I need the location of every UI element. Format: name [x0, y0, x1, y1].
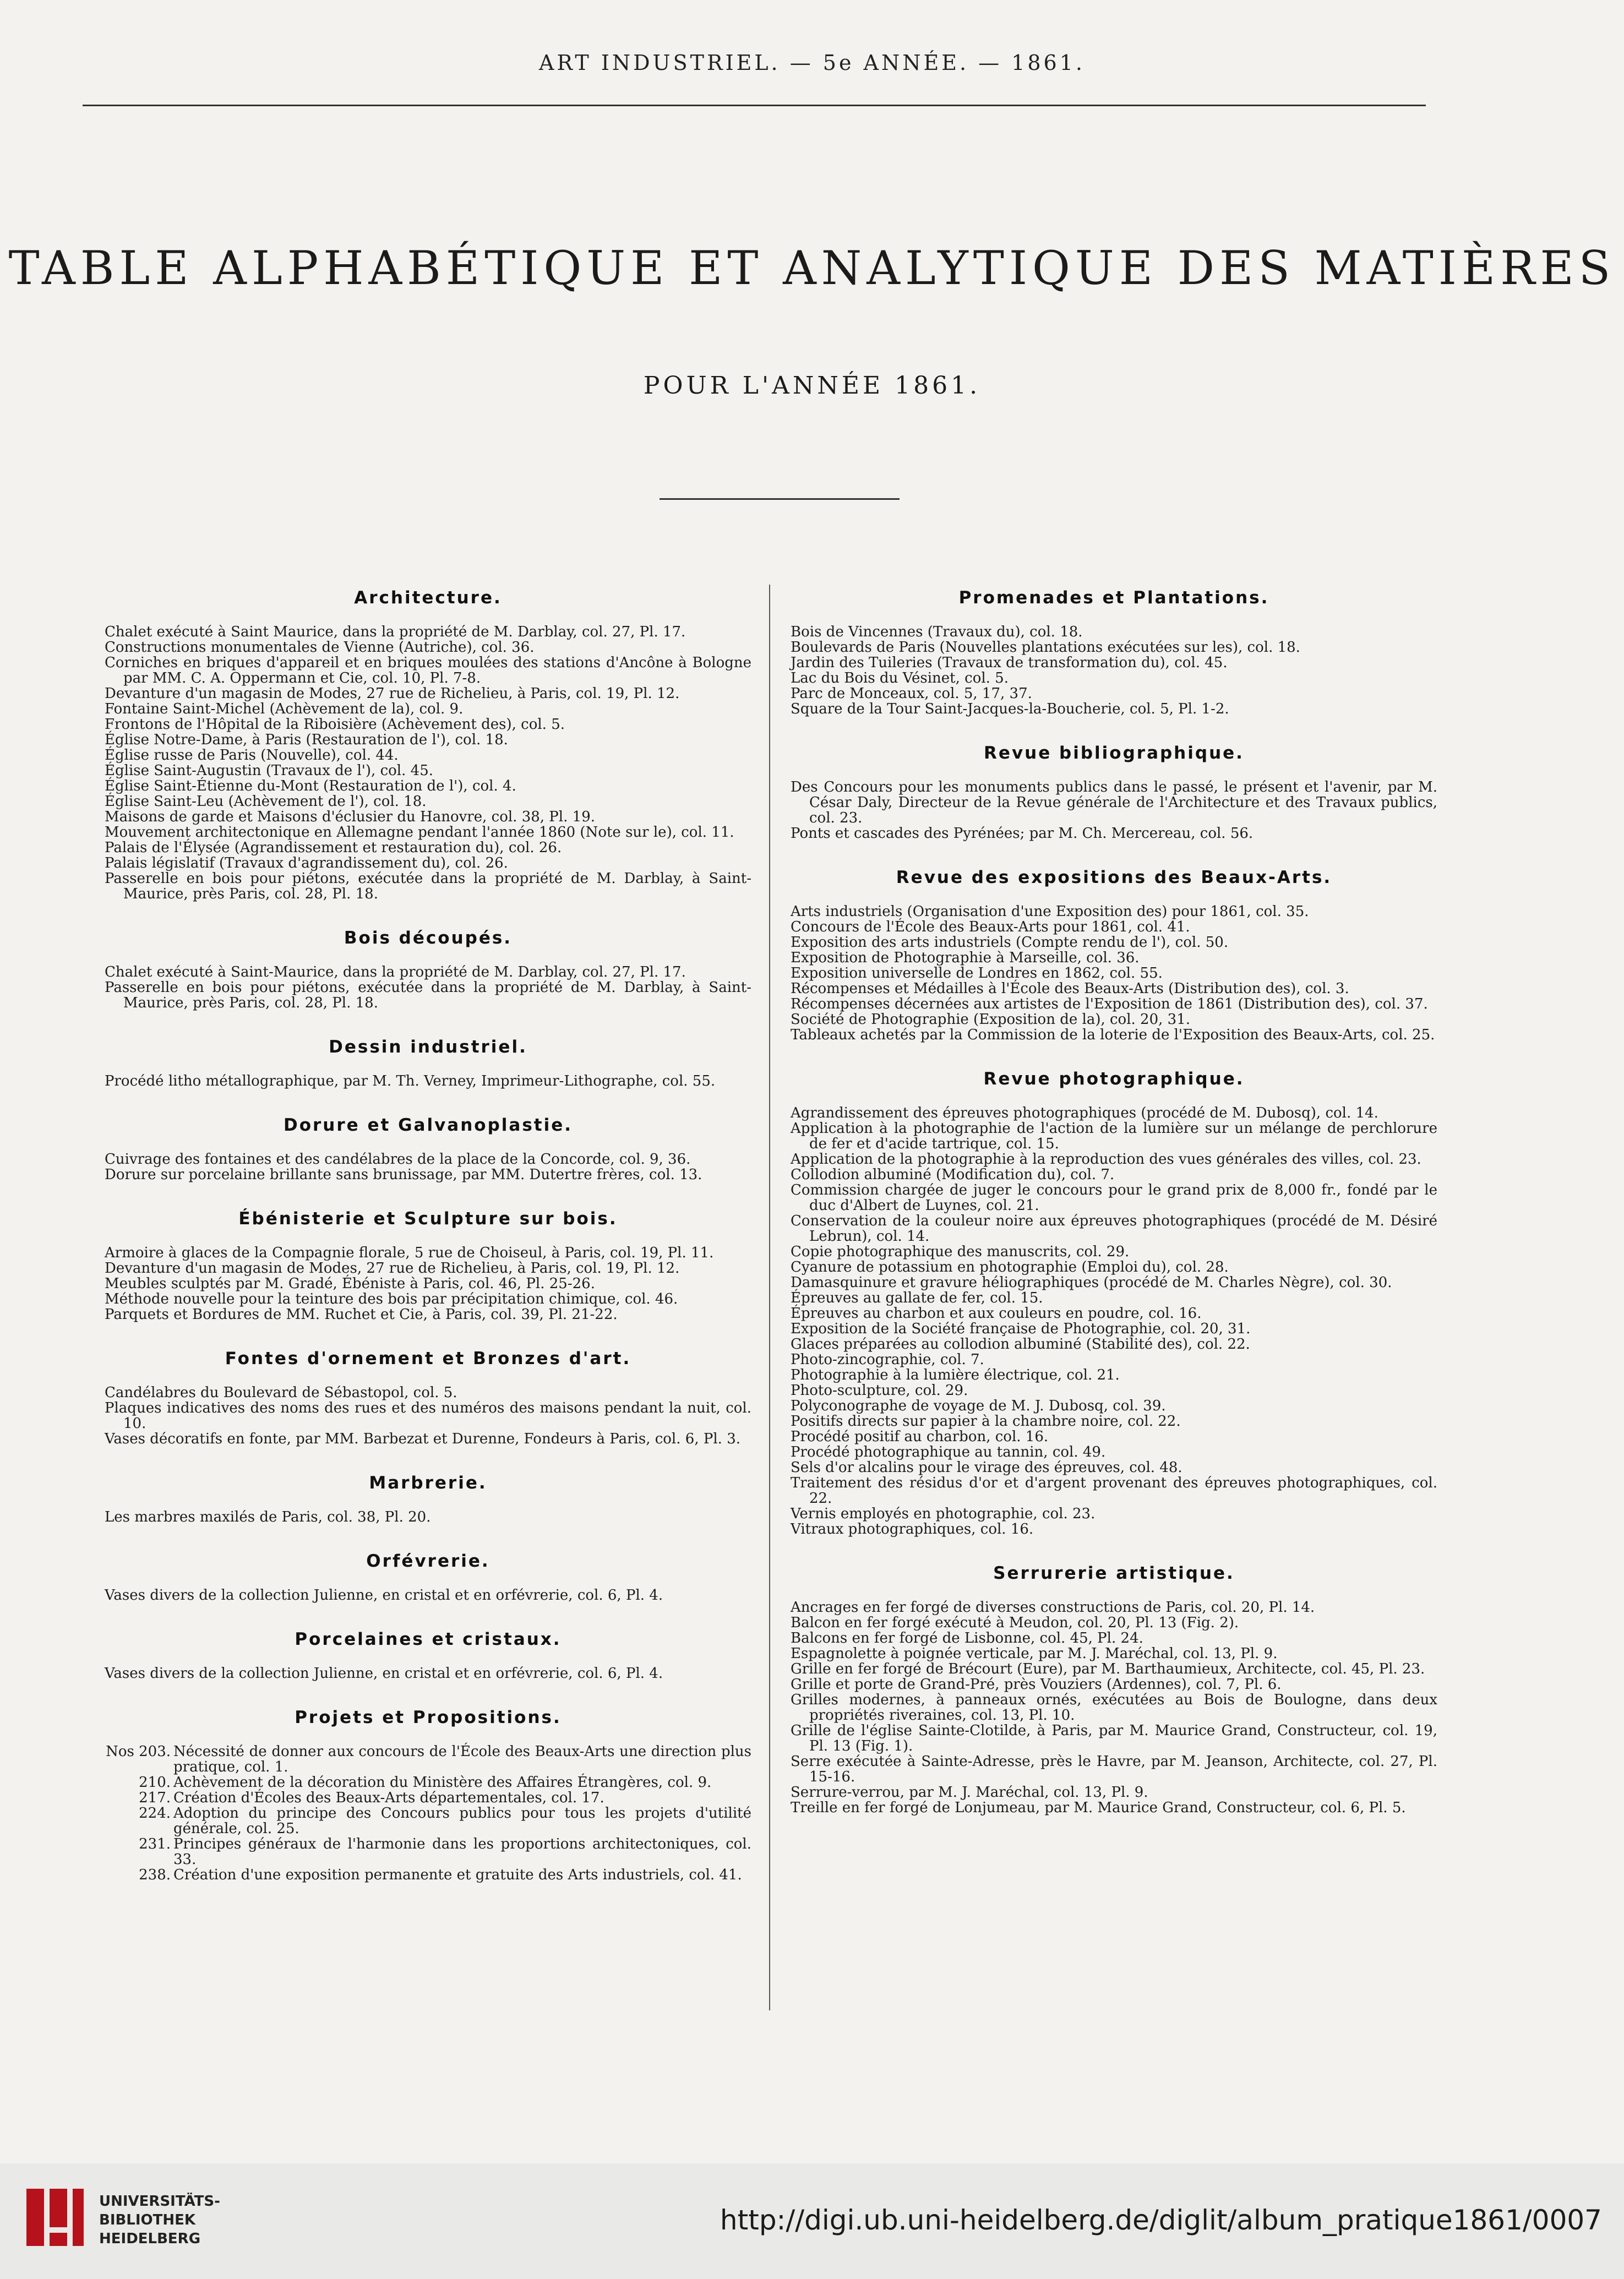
index-entry: Vases divers de la collection Julienne, en cristal et en orfévrerie, col. 6, Pl. 4.	[105, 1665, 663, 1682]
entry-number: 231.	[139, 1836, 171, 1852]
index-entry: Treille en fer forgé de Lonjumeau, par M. Maurice Grand, Constructeur, col. 6, Pl. 5.	[791, 1800, 1406, 1816]
library-name-line: HEIDELBERG	[99, 2231, 201, 2247]
index-entry: Agrandissement des épreuves photographiques (procédé de M. Dubosq), col. 14.	[791, 1105, 1378, 1121]
index-entry: Corniches en briques d'appareil et en briques moulées des stations d'Ancône à Bologne par MM. C. A. Oppermann et Cie, col. 10, Pl. 7-8.	[105, 655, 751, 686]
section-spacer	[105, 1603, 751, 1629]
index-entry: Concours de l'École des Beaux-Arts pour 1861, col. 41.	[791, 919, 1190, 935]
section-title: Promenades et Plantations.	[958, 588, 1269, 608]
left-column	[105, 588, 751, 1883]
index-entry: Jardin des Tuileries (Travaux de transformation du), col. 45.	[791, 655, 1228, 671]
index-entry: Société de Photographie (Exposition de la), col. 20, 31.	[791, 1011, 1191, 1028]
index-entry: Méthode nouvelle pour la teinture des bois par précipitation chimique, col. 46.	[105, 1291, 678, 1307]
index-entry: Copie photographique des manuscrits, col. 29.	[791, 1244, 1130, 1260]
header-rule	[83, 105, 1426, 106]
entry-text: Création d'Écoles des Beaux-Arts départementales, col. 17.	[173, 1790, 604, 1806]
section-spacer	[105, 1011, 751, 1037]
index-entry: Positifs directs sur papier à la chambre noire, col. 22.	[791, 1413, 1181, 1430]
section-spacer	[105, 1447, 751, 1473]
index-entry: Ponts et cascades des Pyrénées; par M. Ch. Mercereau, col. 56.	[791, 825, 1254, 842]
index-entry: Les marbres maxilés de Paris, col. 38, Pl. 20.	[105, 1509, 431, 1525]
index-entry: Vernis employés en photographie, col. 23.	[791, 1506, 1096, 1522]
index-entry: Procédé positif au charbon, col. 16.	[791, 1429, 1049, 1445]
index-entry: Balcons en fer forgé de Lisbonne, col. 45, Pl. 24.	[791, 1630, 1143, 1646]
index-entry: Lac du Bois du Vésinet, col. 5.	[791, 670, 1009, 686]
section-spacer	[105, 1525, 751, 1551]
section-spacer	[105, 1089, 751, 1115]
index-entry: Église Saint-Augustin (Travaux de l'), col. 45.	[105, 762, 433, 779]
index-entry: Square de la Tour Saint-Jacques-la-Boucherie, col. 5, Pl. 1-2.	[791, 701, 1229, 717]
index-entry: Candélabres du Boulevard de Sébastopol, col. 5.	[105, 1384, 457, 1401]
page-title: TABLE ALPHABÉTIQUE ET ANALYTIQUE DES MATIÈRES	[8, 241, 1616, 295]
index-entry: Boulevards de Paris (Nouvelles plantations exécutées sur les), col. 18.	[791, 639, 1300, 656]
index-entry: Armoire à glaces de la Compagnie florale, 5 rue de Choiseul, à Paris, col. 19, Pl. 11.	[105, 1245, 714, 1261]
section-spacer	[105, 1182, 751, 1209]
section-spacer	[105, 1322, 751, 1349]
entry-text: Création d'une exposition permanente et gratuite des Arts industriels, col. 41.	[173, 1867, 742, 1883]
entry-text: Nécessité de donner aux concours de l'École des Beaux-Arts une direction plus pratique, col. 1.	[173, 1743, 751, 1775]
index-entry: Passerelle en bois pour piétons, exécutée dans la propriété de M. Darblay, à Saint-Maurice, près Paris, col. 28, Pl. 18.	[105, 870, 751, 902]
index-entry: Grilles modernes, à panneaux ornés, exécutées au Bois de Boulogne, dans deux propriétés riveraines, col. 13, Pl. 10.	[791, 1692, 1437, 1724]
index-entry: Fontaine Saint-Michel (Achèvement de la), col. 9.	[105, 701, 464, 717]
index-entry: Traitement des résidus d'or et d'argent provenant des épreuves photographiques, col. 22.	[791, 1475, 1437, 1507]
index-entry: Récompenses et Médailles à l'École des Beaux-Arts (Distribution des), col. 3.	[791, 980, 1349, 997]
index-entry: Exposition de la Société française de Photographie, col. 20, 31.	[791, 1321, 1251, 1337]
section-title: Architecture.	[354, 588, 502, 608]
index-entry: Application de la photographie à la reproduction des vues générales des villes, col. 23.	[791, 1151, 1421, 1168]
index-entry: Exposition universelle de Londres en 1862, col. 55.	[791, 965, 1163, 982]
index-entry: Plaques indicatives des noms des rues et des numéros des maisons pendant la nuit, col. 10.	[105, 1400, 751, 1432]
index-entry: Cuivrage des fontaines et des candélabres de la place de la Concorde, col. 9, 36.	[105, 1151, 691, 1168]
index-entry: Devanture d'un magasin de Modes, 27 rue de Richelieu, à Paris, col. 19, Pl. 12.	[105, 685, 680, 702]
section-title: Bois découpés.	[344, 928, 513, 948]
index-entry: Procédé litho métallographique, par M. Th. Verney, Imprimeur-Lithographe, col. 55.	[105, 1073, 716, 1089]
index-entry: Photo-sculpture, col. 29.	[791, 1382, 968, 1399]
index-entry: Palais législatif (Travaux d'agrandissement du), col. 26.	[105, 855, 508, 871]
index-entry: Mouvement architectonique en Allemagne pendant l'année 1860 (Note sur le), col. 11.	[105, 824, 734, 841]
index-entry: Dorure sur porcelaine brillante sans brunissage, par MM. Dutertre frères, col. 13.	[105, 1166, 702, 1183]
entry-text: Principes généraux de l'harmonie dans les proportions architectoniques, col. 33.	[173, 1836, 751, 1868]
section-spacer	[791, 717, 1437, 743]
entry-number: Nos 203.	[106, 1743, 171, 1760]
index-entry: Église Notre-Dame, à Paris (Restauration de l'), col. 18.	[105, 732, 508, 748]
numbered-entry	[105, 1775, 751, 1790]
index-entry: Grille de l'église Sainte-Clotilde, à Paris, par M. Maurice Grand, Constructeur, col. 19, Pl. 13 (Fig. 1).	[791, 1722, 1437, 1754]
source-url-link[interactable]: http://digi.ub.uni-heidelberg.de/diglit/album_pratique1861/0007	[720, 2204, 1602, 2236]
section-title: Marbrerie.	[369, 1473, 487, 1493]
numbered-entry	[105, 1744, 751, 1775]
index-entry: Conservation de la couleur noire aux épreuves photographiques (procédé de M. Désiré Lebrun), col. 14.	[791, 1213, 1437, 1245]
section-title: Fontes d'ornement et Bronzes d'art.	[225, 1349, 631, 1369]
index-entry: Balcon en fer forgé exécuté à Meudon, col. 20, Pl. 13 (Fig. 2).	[791, 1615, 1239, 1631]
entry-number: 217.	[139, 1790, 171, 1806]
index-entry: Polyconographe de voyage de M. J. Dubosq, col. 39.	[791, 1398, 1166, 1414]
index-entry: Meubles sculptés par M. Gradé, Ébéniste à Paris, col. 46, Pl. 25-26.	[105, 1275, 595, 1292]
index-entry: Chalet exécuté à Saint Maurice, dans la propriété de M. Darblay, col. 27, Pl. 17.	[105, 624, 686, 640]
section-spacer	[105, 902, 751, 928]
entry-text: Adoption du principe des Concours publics pour tous les projets d'utilité générale, col. 25.	[173, 1805, 751, 1837]
index-entry: Serre exécutée à Sainte-Adresse, près le Havre, par M. Jeanson, Architecte, col. 27, Pl. 15-16.	[791, 1753, 1437, 1785]
section-title: Orfévrerie.	[366, 1551, 490, 1571]
title-rule	[660, 498, 900, 500]
section-title: Projets et Propositions.	[295, 1708, 562, 1727]
section-spacer	[105, 1681, 751, 1708]
library-logo-icon	[22, 2184, 88, 2250]
index-entry: Épreuves au charbon et aux couleurs en poudre, col. 16.	[791, 1305, 1202, 1322]
index-entry: Épreuves au gallate de fer, col. 15.	[791, 1290, 1043, 1306]
index-entry: Espagnolette à poignée verticale, par M. J. Maréchal, col. 13, Pl. 9.	[791, 1645, 1278, 1662]
section-title: Revue des expositions des Beaux-Arts.	[896, 868, 1332, 887]
index-entry: Bois de Vincennes (Travaux du), col. 18.	[791, 624, 1083, 640]
index-entry: Tableaux achetés par la Commission de la loterie de l'Exposition des Beaux-Arts, col. 25.	[791, 1027, 1435, 1043]
index-entry: Ancrages en fer forgé de diverses constructions de Paris, col. 20, Pl. 14.	[791, 1599, 1315, 1616]
index-entry: Constructions monumentales de Vienne (Autriche), col. 36.	[105, 639, 535, 656]
index-entry: Collodion albuminé (Modification du), col. 7.	[791, 1166, 1115, 1183]
index-entry: Maisons de garde et Maisons d'éclusier du Hanovre, col. 38, Pl. 19.	[105, 809, 595, 825]
index-entry: Exposition des arts industriels (Compte rendu de l'), col. 50.	[791, 934, 1229, 951]
index-entry: Grille en fer forgé de Brécourt (Eure), par M. Barthaumieux, Architecte, col. 45, Pl. 23.	[791, 1661, 1425, 1677]
index-entry: Photo-zincographie, col. 7.	[791, 1351, 984, 1368]
numbered-entry	[105, 1790, 751, 1806]
index-entry: Glaces préparées au collodion albuminé (Stabilité des), col. 22.	[791, 1336, 1250, 1353]
library-name-line: BIBLIOTHEK	[99, 2212, 196, 2228]
index-entry: Sels d'or alcalins pour le virage des épreuves, col. 48.	[791, 1459, 1182, 1476]
section-spacer	[791, 1537, 1437, 1563]
section-title: Porcelaines et cristaux.	[295, 1629, 562, 1649]
index-entry: Église Saint-Étienne du-Mont (Restauration de l'), col. 4.	[105, 778, 516, 794]
index-entry: Vitraux photographiques, col. 16.	[791, 1521, 1034, 1537]
index-entry: Vases décoratifs en fonte, par MM. Barbezat et Durenne, Fondeurs à Paris, col. 6, Pl. 3.	[105, 1431, 740, 1447]
index-entry: Récompenses décernées aux artistes de l'Exposition de 1861 (Distribution des), col. 37.	[791, 996, 1428, 1012]
section-spacer	[791, 1043, 1437, 1069]
index-entry: Parc de Monceaux, col. 5, 17, 37.	[791, 685, 1032, 702]
index-entry: Procédé photographique au tannin, col. 49.	[791, 1444, 1106, 1460]
section-spacer	[791, 841, 1437, 868]
section-title: Revue bibliographique.	[984, 743, 1244, 763]
running-head: ART INDUSTRIEL. — 5e ANNÉE. — 1861.	[539, 51, 1085, 75]
index-entry: Des Concours pour les monuments publics dans le passé, le présent et l'avenir, par M. César Daly, Directeur de la Revue générale de l'Architecture et des Travaux publics, col. 23.	[791, 779, 1437, 826]
numbered-entry	[105, 1867, 751, 1883]
library-name-line: UNIVERSITÄTS-	[99, 2193, 220, 2210]
section-title: Ébénisterie et Sculpture sur bois.	[238, 1209, 618, 1229]
library-name	[99, 2192, 220, 2248]
index-entry: Parquets et Bordures de MM. Ruchet et Cie, à Paris, col. 39, Pl. 21-22.	[105, 1306, 618, 1323]
index-entry: Chalet exécuté à Saint-Maurice, dans la propriété de M. Darblay, col. 27, Pl. 17.	[105, 964, 686, 980]
section-title: Serrurerie artistique.	[993, 1563, 1235, 1583]
index-entry: Cyanure de potassium en photographie (Emploi du), col. 28.	[791, 1259, 1229, 1275]
entry-number: 224.	[139, 1805, 171, 1822]
footer-bar	[0, 2163, 1624, 2279]
page-subtitle: POUR L'ANNÉE 1861.	[643, 372, 981, 400]
index-entry: Église russe de Paris (Nouvelle), col. 44.	[105, 747, 399, 764]
numbered-entry	[105, 1806, 751, 1836]
index-entry: Église Saint-Leu (Achèvement de l'), col. 18.	[105, 793, 427, 810]
index-entry: Frontons de l'Hôpital de la Riboisière (Achèvement des), col. 5.	[105, 716, 565, 733]
entry-text: Achèvement de la décoration du Ministère des Affaires Étrangères, col. 9.	[173, 1774, 712, 1791]
index-entry: Commission chargée de juger le concours pour le grand prix de 8,000 fr., fondé par le duc d'Albert de Luynes, col. 21.	[791, 1182, 1437, 1214]
section-title: Revue photographique.	[983, 1069, 1245, 1089]
index-entry: Passerelle en bois pour piétons, exécutée dans la propriété de M. Darblay, à Saint-Maurice, près Paris, col. 28, Pl. 18.	[105, 979, 751, 1011]
index-entry: Vases divers de la collection Julienne, en cristal et en orfévrerie, col. 6, Pl. 4.	[105, 1587, 663, 1604]
index-entry: Grille et porte de Grand-Pré, près Vouziers (Ardennes), col. 7, Pl. 6.	[791, 1676, 1282, 1693]
index-entry: Arts industriels (Organisation d'une Exposition des) pour 1861, col. 35.	[791, 903, 1309, 920]
right-column	[791, 588, 1437, 1815]
index-entry: Devanture d'un magasin de Modes, 27 rue de Richelieu, à Paris, col. 19, Pl. 12.	[105, 1260, 680, 1277]
column-divider	[769, 585, 770, 2010]
section-title: Dessin industriel.	[329, 1037, 527, 1057]
index-entry: Palais de l'Élysée (Agrandissement et restauration du), col. 26.	[105, 839, 562, 856]
index-entry: Photographie à la lumière électrique, col. 21.	[791, 1367, 1120, 1383]
entry-number: 210.	[139, 1774, 171, 1791]
index-entry: Damasquinure et gravure héliographiques (procédé de M. Charles Nègre), col. 30.	[791, 1274, 1392, 1291]
entry-number: 238.	[139, 1867, 171, 1883]
numbered-entry	[105, 1836, 751, 1867]
section-title: Dorure et Galvanoplastie.	[283, 1115, 573, 1135]
index-entry: Serrure-verrou, par M. J. Maréchal, col. 13, Pl. 9.	[791, 1784, 1148, 1801]
index-entry: Exposition de Photographie à Marseille, col. 36.	[791, 950, 1140, 966]
index-entry: Application à la photographie de l'action de la lumière sur un mélange de perchlorure de fer et d'acide tartrique, col. 15.	[791, 1120, 1437, 1152]
